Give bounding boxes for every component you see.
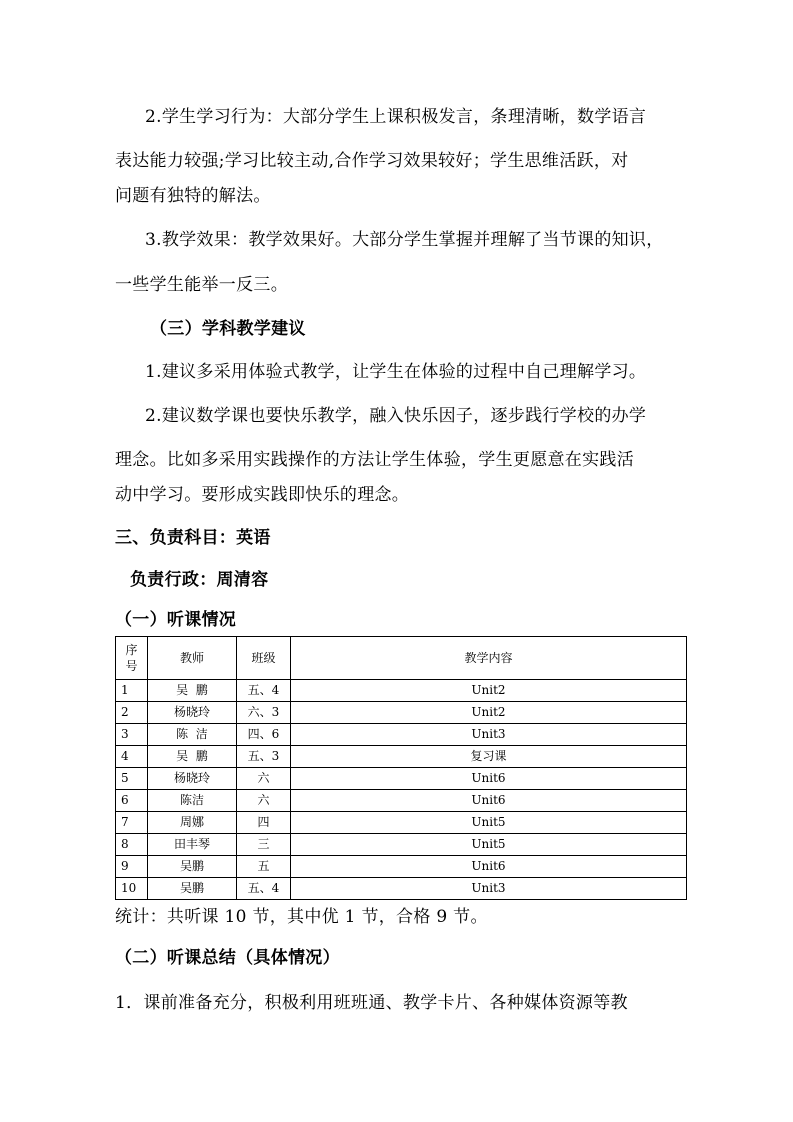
paragraph-line: 表达能力较强;学习比较主动,合作学习效果较好；学生思维活跃，对: [115, 151, 629, 171]
cell-number: 4: [116, 746, 148, 768]
cell-content: Unit5: [291, 812, 687, 834]
cell-content: Unit5: [291, 834, 687, 856]
paragraph-line: 3.教学效果：教学效果好。大部分学生掌握并理解了当节课的知识，: [145, 230, 664, 250]
column-header-number: 序 号: [116, 637, 148, 680]
table-row: [116, 834, 687, 856]
column-header-class: 班级: [237, 637, 291, 680]
cell-content: Unit3: [291, 724, 687, 746]
cell-teacher: 陈 洁: [148, 724, 237, 746]
paragraph-line: 2.学生学习行为：大部分学生上课积极发言，条理清晰，数学语言: [145, 107, 647, 127]
cell-content: 复习课: [291, 746, 687, 768]
cell-class: 六: [237, 768, 291, 790]
table-row: [116, 856, 687, 878]
section-heading: 三、负责科目：英语: [115, 528, 271, 548]
paragraph-line: 理念。比如多采用实践操作的方法让学生体验，学生更愿意在实践活: [115, 450, 634, 470]
cell-number: 8: [116, 834, 148, 856]
table-row: [116, 878, 687, 900]
cell-teacher: 陈洁: [148, 790, 237, 812]
cell-teacher: 田丰琴: [148, 834, 237, 856]
paragraph-line: 2.建议数学课也要快乐教学，融入快乐因子，逐步践行学校的办学: [145, 406, 647, 426]
paragraph-line: 问题有独特的解法。: [115, 186, 271, 206]
subject-admin: 负责行政：周清容: [130, 570, 269, 590]
cell-content: Unit2: [291, 702, 687, 724]
cell-content: Unit6: [291, 790, 687, 812]
cell-class: 六: [237, 790, 291, 812]
column-header-content: 教学内容: [291, 637, 687, 680]
table-row: [116, 724, 687, 746]
cell-class: 五、4: [237, 878, 291, 900]
cell-class: 四、6: [237, 724, 291, 746]
cell-teacher: 杨晓玲: [148, 702, 237, 724]
section-heading: （二）听课总结（具体情况）: [115, 948, 340, 968]
cell-class: 五: [237, 856, 291, 878]
cell-teacher: 周娜: [148, 812, 237, 834]
section-heading: （一）听课情况: [115, 610, 237, 630]
cell-number: 1: [116, 680, 148, 702]
paragraph-line: 一些学生能举一反三。: [115, 275, 288, 295]
statistics-line: 统计：共听课 10 节，其中优 1 节，合格 9 节。: [115, 907, 488, 927]
cell-number: 10: [116, 878, 148, 900]
table-row: [116, 746, 687, 768]
section-heading: （三）学科教学建议: [150, 319, 306, 339]
table-header-row: [116, 637, 687, 680]
paragraph-line: 1.建议多采用体验式教学，让学生在体验的过程中自己理解学习。: [145, 362, 647, 382]
table-row: [116, 790, 687, 812]
cell-content: Unit3: [291, 878, 687, 900]
table-row: [116, 680, 687, 702]
cell-class: 三: [237, 834, 291, 856]
cell-class: 五、4: [237, 680, 291, 702]
cell-teacher: 吴鹏: [148, 856, 237, 878]
cell-content: Unit6: [291, 856, 687, 878]
table-row: [116, 812, 687, 834]
cell-teacher: 杨晓玲: [148, 768, 237, 790]
cell-number: 6: [116, 790, 148, 812]
cell-teacher: 吴 鹏: [148, 746, 237, 768]
paragraph-line: 1．课前准备充分，积极利用班班通、教学卡片、各种媒体资源等教: [115, 993, 628, 1013]
cell-teacher: 吴鹏: [148, 878, 237, 900]
lesson-observation-table: [115, 636, 687, 900]
cell-number: 3: [116, 724, 148, 746]
paragraph-line: 动中学习。要形成实践即快乐的理念。: [115, 485, 410, 505]
cell-number: 5: [116, 768, 148, 790]
cell-number: 2: [116, 702, 148, 724]
cell-class: 五、3: [237, 746, 291, 768]
cell-class: 四: [237, 812, 291, 834]
cell-number: 7: [116, 812, 148, 834]
cell-class: 六、3: [237, 702, 291, 724]
cell-number: 9: [116, 856, 148, 878]
cell-content: Unit2: [291, 680, 687, 702]
table-row: [116, 768, 687, 790]
column-header-teacher: 教师: [148, 637, 237, 680]
cell-teacher: 吴 鹏: [148, 680, 237, 702]
table-row: [116, 702, 687, 724]
cell-content: Unit6: [291, 768, 687, 790]
